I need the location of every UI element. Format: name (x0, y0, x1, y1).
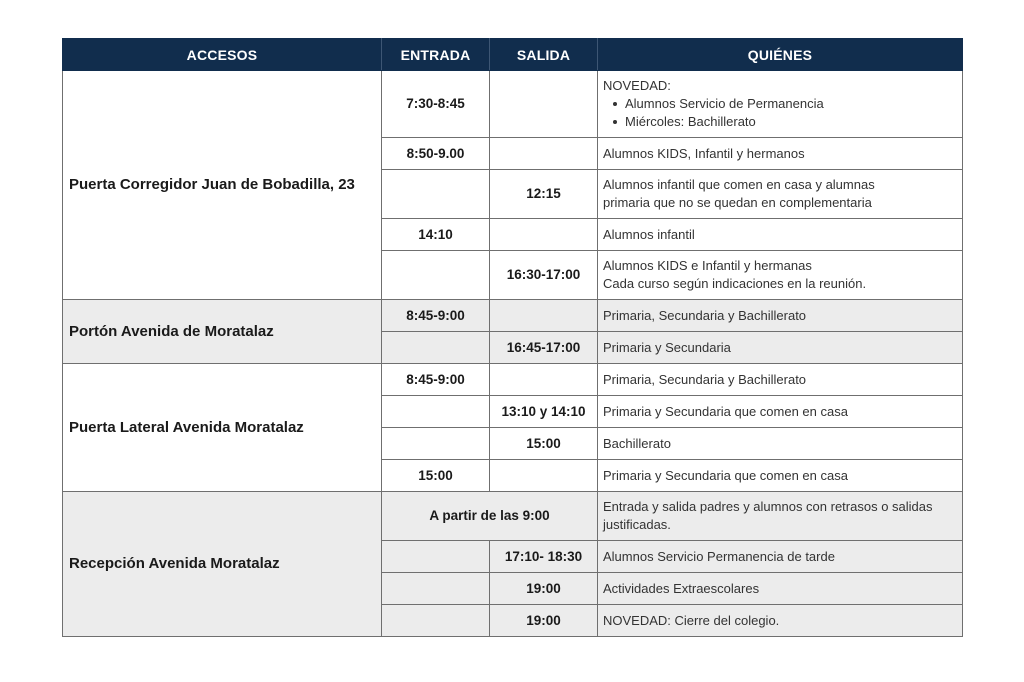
header-salida: SALIDA (490, 39, 598, 71)
quienes-cell: Alumnos Servicio Permanencia de tarde (598, 541, 963, 573)
quienes-cell: Primaria, Secundaria y Bachillerato (598, 364, 963, 396)
access-schedule-table (62, 38, 963, 637)
salida-cell: 19:00 (490, 573, 598, 605)
header-quienes: QUIÉNES (598, 39, 963, 71)
salida-cell (490, 71, 598, 138)
table-row (63, 492, 963, 541)
list-item: Miércoles: Bachillerato (625, 113, 957, 131)
quienes-cell (598, 492, 963, 541)
entrada-cell (382, 251, 490, 300)
entrada-cell (382, 396, 490, 428)
access-porton-moratalaz: Portón Avenida de Moratalaz (63, 300, 382, 364)
quienes-cell (598, 170, 963, 219)
access-recepcion-moratalaz: Recepción Avenida Moratalaz (63, 492, 382, 637)
entrada-cell (382, 573, 490, 605)
entrada-cell: 8:45-9:00 (382, 364, 490, 396)
quienes-cell (598, 251, 963, 300)
entrada-cell: 8:45-9:00 (382, 300, 490, 332)
quienes-cell: Primaria, Secundaria y Bachillerato (598, 300, 963, 332)
combined-time-cell: A partir de las 9:00 (382, 492, 598, 541)
quienes-cell: NOVEDAD: Cierre del colegio. (598, 605, 963, 637)
quienes-cell: Primaria y Secundaria que comen en casa (598, 396, 963, 428)
entrada-cell (382, 541, 490, 573)
entrada-cell (382, 428, 490, 460)
header-accesos: ACCESOS (63, 39, 382, 71)
entrada-cell: 14:10 (382, 219, 490, 251)
salida-cell: 19:00 (490, 605, 598, 637)
quienes-cell (598, 71, 963, 138)
salida-cell: 12:15 (490, 170, 598, 219)
salida-cell (490, 460, 598, 492)
table-row (63, 300, 963, 332)
entrada-cell (382, 332, 490, 364)
quienes-line: Entrada y salida padres y alumnos con retrasos o salidas (603, 499, 933, 514)
quienes-line: Alumnos KIDS e Infantil y hermanas (603, 258, 812, 273)
table-row (63, 364, 963, 396)
salida-cell (490, 300, 598, 332)
salida-cell: 13:10 y 14:10 (490, 396, 598, 428)
salida-cell (490, 364, 598, 396)
quienes-cell: Bachillerato (598, 428, 963, 460)
quienes-cell: Alumnos KIDS, Infantil y hermanos (598, 138, 963, 170)
list-item: Alumnos Servicio de Permanencia (625, 95, 957, 113)
salida-cell (490, 138, 598, 170)
entrada-cell (382, 170, 490, 219)
salida-cell: 15:00 (490, 428, 598, 460)
quienes-cell: Primaria y Secundaria que comen en casa (598, 460, 963, 492)
novedad-list (603, 95, 957, 131)
table-header-row (63, 39, 963, 71)
entrada-cell: 8:50-9.00 (382, 138, 490, 170)
salida-cell (490, 219, 598, 251)
salida-cell: 17:10- 18:30 (490, 541, 598, 573)
quienes-line: primaria que no se quedan en complementaria (603, 195, 872, 210)
access-puerta-corregidor: Puerta Corregidor Juan de Bobadilla, 23 (63, 71, 382, 300)
access-puerta-lateral: Puerta Lateral Avenida Moratalaz (63, 364, 382, 492)
quienes-cell: Actividades Extraescolares (598, 573, 963, 605)
entrada-cell: 7:30-8:45 (382, 71, 490, 138)
quienes-line: Alumnos infantil que comen en casa y alumnas (603, 177, 875, 192)
quienes-cell: Alumnos infantil (598, 219, 963, 251)
salida-cell: 16:45-17:00 (490, 332, 598, 364)
quienes-cell: Primaria y Secundaria (598, 332, 963, 364)
entrada-cell: 15:00 (382, 460, 490, 492)
entrada-cell (382, 605, 490, 637)
header-entrada: ENTRADA (382, 39, 490, 71)
quienes-line: justificadas. (603, 517, 671, 532)
novedad-title: NOVEDAD: (603, 78, 671, 93)
table-row (63, 71, 963, 138)
salida-cell: 16:30-17:00 (490, 251, 598, 300)
quienes-line: Cada curso según indicaciones en la reunión. (603, 276, 867, 291)
